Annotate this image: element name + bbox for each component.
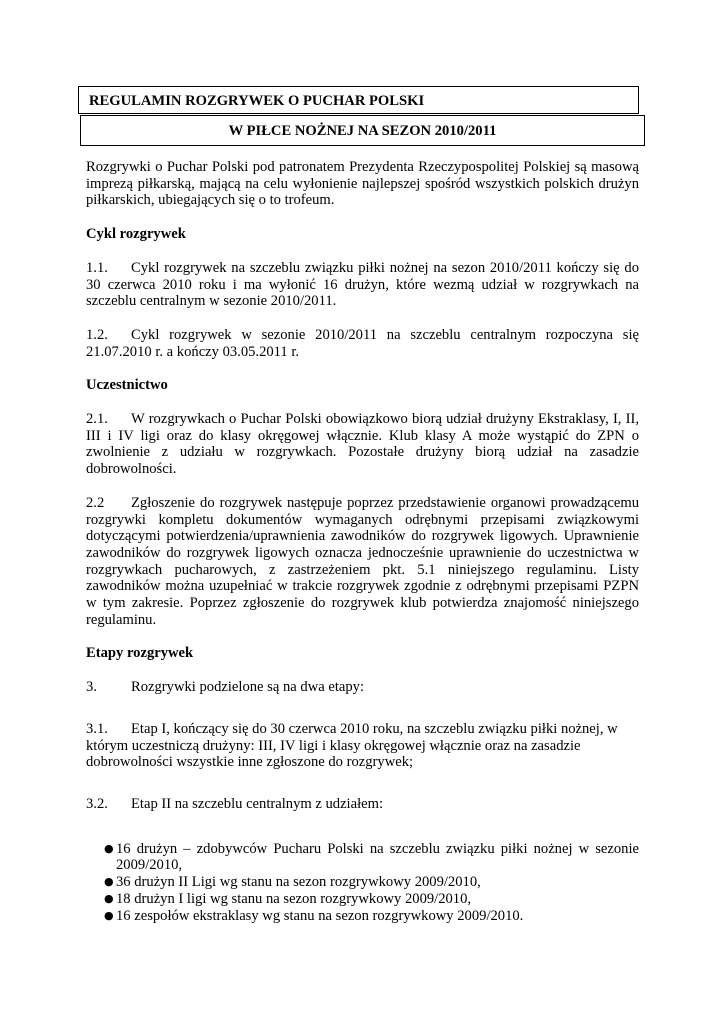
paragraph-3 [86,679,639,696]
bullet-icon: ● [104,875,114,889]
paragraph-text: Etap I, kończący się do 30 czerwca 2010 roku, na szczeblu związku piłki nożnej, w którym uczestniczą drużyny: III, IV ligi i klasy okręgowej włącznie oraz na zasadzie dobrowolności wszystkie inne zgłoszone do rozgrywek; [86,720,618,771]
paragraph-text: Etap II na szczeblu centralnym z udziałem: [131,795,384,812]
paragraph-1-2 [86,327,639,360]
bullet-icon: ● [104,891,114,905]
list-item: ● 36 drużyn II Ligi wg stanu na sezon rozgrywkowy 2009/2010, [104,874,481,891]
paragraph-text: Cykl rozgrywek na szczeblu związku piłki nożnej na sezon 2010/2011 kończy się do 30 czerwca 2010 roku i ma wyłonić 16 drużyn, które wezmą udział w rozgrywkach na szczeblu centralnym w sezonie 2010/2011. [86,259,639,310]
title-box-line2 [80,115,645,146]
paragraph-number: 3. [86,679,97,696]
paragraph-text: Cykl rozgrywek w sezonie 2010/2011 na szczeblu centralnym rozpoczyna się 21.07.2010 r. a kończy 03.05.2011 r. [86,326,639,360]
section-heading-uczestnictwo: Uczestnictwo [86,377,168,394]
list-item: ● 16 drużyn – zdobywców Pucharu Polski na szczeblu związku piłki nożnej w sezonie 2009/2010, [104,840,639,874]
participants-list [86,841,639,925]
section-heading-etapy: Etapy rozgrywek [86,645,194,662]
paragraph-text: Rozgrywki podzielone są na dwa etapy: [131,679,365,696]
bullet-icon: ● [104,908,114,922]
paragraph-number: 3.2. [86,795,108,812]
intro-paragraph: Rozgrywki o Puchar Polski pod patronatem Prezydenta Rzeczypospolitej Polskiej są masową imprezą piłkarską, mającą na celu wyłonienie najlepszej spośród wszystkich polskich drużyn piłkarskich, ubiegających się o to trofeum. [86,159,639,209]
document-body [86,159,639,924]
paragraph-text: Zgłoszenie do rozgrywek następuje poprzez przedstawienie organowi prowadzącemu rozgrywki kompletu dokumentów wymaganych odrębnymi przepisami związkowymi dotyczącymi potwierdzenia/uprawnienia zawodników do rozgrywek ligowych. Uprawnienie zawodników do rozgrywek ligowych oznacza jednocześnie uprawnienie do uczestnictwa w rozgrywkach pucharowych, z zastrzeżeniem pkt. 5.1 niniejszego regulaminu. Listy zawodników można uzupełniać w trakcie rozgrywek zgodnie z odrębnymi przepisami PZPN w tym zakresie. Poprzez zgłoszenie do rozgrywek klub potwierdza znajomość niniejszego regulaminu. [86,494,639,628]
section-heading-cykl: Cykl rozgrywek [86,226,186,243]
title-box-line1 [78,86,639,114]
paragraph-2-1 [86,411,639,478]
paragraph-2-2 [86,495,639,629]
paragraph-1-1 [86,260,639,310]
paragraph-number: 2.1. [86,411,108,428]
paragraph-number: 2.2 [86,494,105,511]
list-item: ● 16 zespołów ekstraklasy wg stanu na sezon rozgrywkowy 2009/2010. [104,907,524,924]
paragraph-number: 1.1. [86,259,108,276]
paragraph-text: W rozgrywkach o Puchar Polski obowiązkowo biorą udział drużyny Ekstraklasy, I, II, III i IV ligi oraz do klasy okręgowej włącznie. Klub klasy A może wystąpić do ZPN o zwolnienie z udziału w rozgrywkach. Pozostałe drużyny biorą udział na zasadzie dobrowolności. [86,411,639,478]
list-item: ● 18 drużyn I ligi wg stanu na sezon rozgrywkowy 2009/2010, [104,890,472,907]
document-subtitle: W PIŁCE NOŻNEJ NA SEZON 2010/2011 [228,123,497,139]
bullet-icon: ● [104,841,114,855]
paragraph-3-2 [86,796,639,813]
document-title: REGULAMIN ROZGRYWEK O PUCHAR POLSKI [89,93,425,109]
paragraph-number: 1.2. [86,326,108,343]
paragraph-number: 3.1. [86,720,108,737]
paragraph-3-1 [86,721,639,771]
